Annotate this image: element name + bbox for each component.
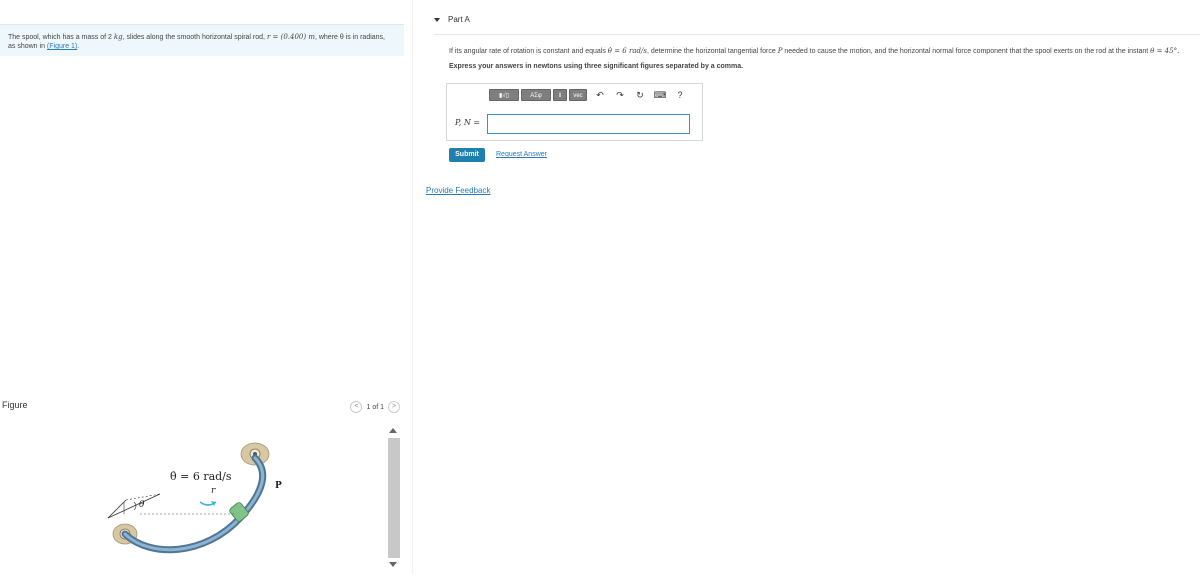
scroll-thumb[interactable]: [388, 438, 400, 558]
provide-feedback-link[interactable]: Provide Feedback: [426, 186, 491, 195]
greek-symbols-button[interactable]: ΑΣφ: [521, 89, 551, 101]
figure-pager: [350, 401, 400, 413]
request-answer-link[interactable]: Request Answer: [496, 151, 547, 158]
force-p-symbol: P: [777, 47, 783, 55]
part-divider: [434, 34, 1200, 35]
spool-rod-diagram: [0, 418, 383, 574]
question-text-3: needed to cause the motion, and the horizontal normal force component that the spool exerts on the rod at the instant: [782, 48, 1151, 55]
part-a-title: Part A: [448, 15, 470, 24]
spiral-equation: r = (0.400) m: [266, 33, 315, 41]
absolute-value-button[interactable]: ‖: [553, 89, 567, 101]
answer-instruction: Express your answers in newtons using three significant figures separated by a comma.: [449, 63, 744, 70]
angular-rate-expression: θ̇ = 6 rad/s: [607, 47, 647, 55]
template-button[interactable]: ▮√▯: [489, 89, 519, 101]
part-a-header[interactable]: [434, 15, 470, 24]
vector-button[interactable]: vec: [569, 89, 587, 101]
reset-icon[interactable]: ↻: [636, 90, 644, 100]
answer-input[interactable]: [487, 114, 690, 134]
answer-panel: [446, 83, 703, 141]
problem-text-1: The spool, which has a mass of 2: [8, 34, 114, 41]
figure-page-label: 1 of 1: [366, 403, 384, 411]
math-toolbar: [489, 89, 687, 101]
figure-scrollbar[interactable]: [386, 420, 400, 574]
undo-icon[interactable]: ↶: [596, 90, 604, 100]
instant-angle: θ = 45°.: [1150, 47, 1180, 55]
figure-title: Figure: [2, 400, 28, 410]
prev-figure-button[interactable]: <: [350, 401, 362, 413]
force-p-label: P: [275, 481, 282, 491]
collapse-caret-icon[interactable]: [434, 18, 440, 22]
theta-label: θ: [139, 500, 145, 510]
spool: [228, 501, 249, 522]
problem-text-3: , where θ is in radians,: [314, 34, 386, 41]
figure-image: [0, 418, 383, 574]
question-text: [449, 47, 1199, 55]
redo-icon[interactable]: ↷: [616, 90, 624, 100]
theta-dot-label: θ̇ = 6 rad/s: [170, 470, 232, 483]
figure-link[interactable]: (Figure 1): [46, 43, 78, 50]
problem-text-4: as shown in: [8, 43, 47, 50]
problem-text-5: .: [77, 43, 80, 50]
mass-unit: kg: [113, 33, 123, 41]
scroll-up-arrow[interactable]: [389, 428, 397, 433]
keyboard-icon[interactable]: ⌨: [653, 90, 667, 100]
help-icon[interactable]: ?: [677, 90, 683, 100]
figure-header: [0, 396, 404, 416]
question-text-1: If its angular rate of rotation is constant and equals: [449, 48, 608, 55]
panel-divider: [412, 0, 413, 574]
coordinate-axes: [108, 494, 160, 518]
question-text-2: , determine the horizontal tangential force: [646, 48, 778, 55]
r-label: r: [211, 486, 216, 496]
scroll-down-arrow[interactable]: [389, 562, 397, 567]
submit-button[interactable]: Submit: [449, 148, 485, 162]
next-figure-button[interactable]: >: [388, 401, 400, 413]
problem-statement: [0, 24, 404, 56]
problem-text-2: , slides along the smooth horizontal spiral rod,: [122, 34, 267, 41]
answer-label: P, N =: [455, 118, 481, 127]
